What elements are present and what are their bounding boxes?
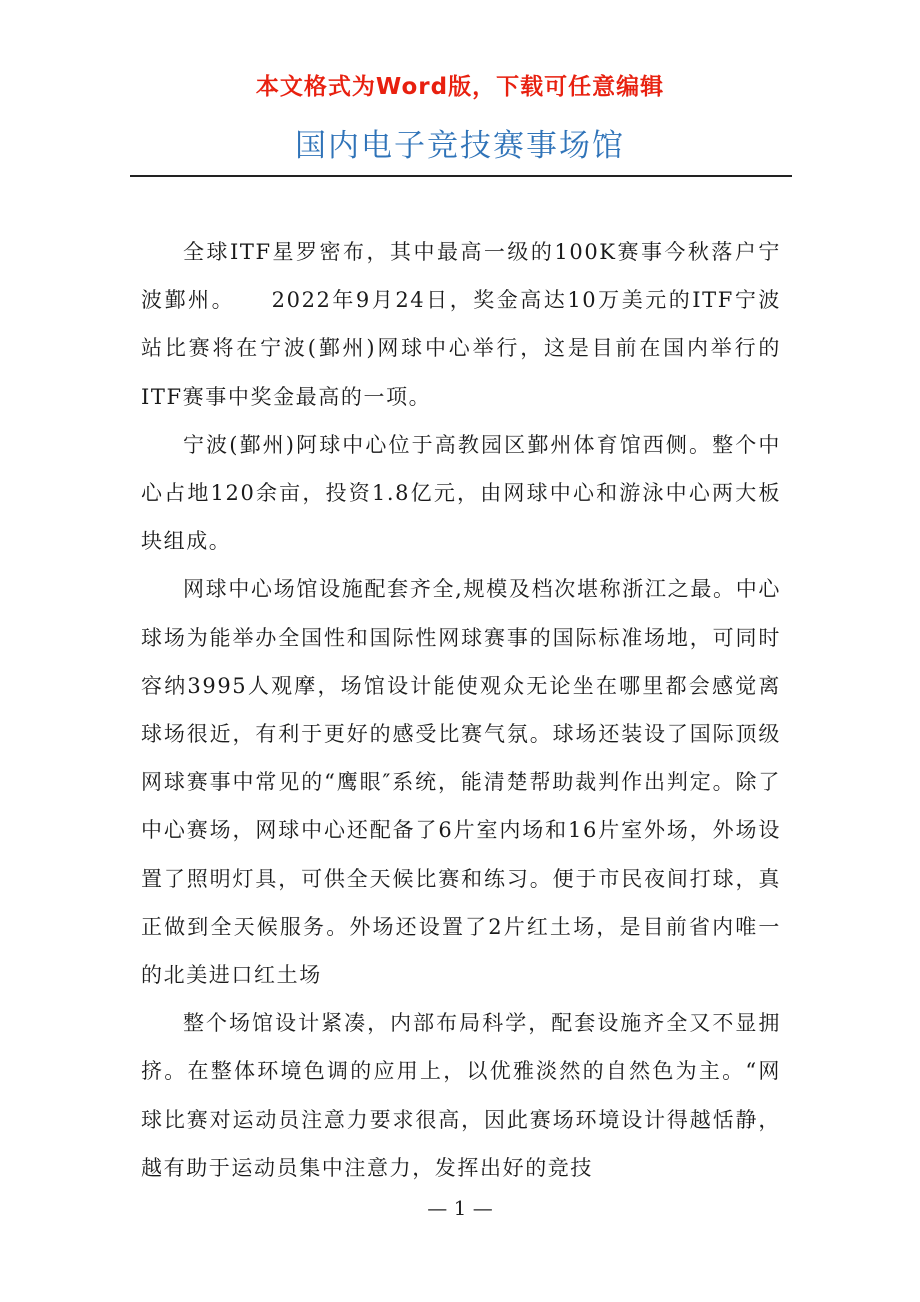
paragraph: 整个场馆设计紧凑，内部布局科学，配套设施齐全又不显拥挤。在整体环境色调的应用上，以优雅淡然的自然色为主。“网球比赛对运动员注意力要求很高，因此赛场环境设计得越恬静，越有助于运动员集中注意力，发挥出好的竞技 — [141, 1011, 781, 1180]
paragraph: 宁波(鄞州)阿球中心位于高教园区鄞州体育馆西侧。整个中心占地120余亩，投资1.8亿元，由网球中心和游泳中心两大板块组成。 — [141, 432, 781, 554]
page-title: 国内电子竞技赛事场馆 — [295, 128, 625, 164]
paragraph: 网球中心场馆设施配套齐全,规模及档次堪称浙江之最。中心球场为能举办全国性和国际性网球赛事的国际标准场地，可同时容纳3995人观摩，场馆设计能使观众无论坐在哪里都会感觉离球场很近，有利于更好的感受比赛气氛。球场还装设了国际顶级网球赛事中常见的“鹰眼″系统，能清楚帮助裁判作出判定。除了中心赛场，网球中心还配备了6片室内场和16片室外场，外场设置了照明灯具，可供全天候比赛和练习。便于市民夜间打球，真正做到全天候服务。外场还设置了2片红土场，是目前省内唯一的北美进口红土场 — [141, 577, 781, 988]
format-notice: 本文格式为Word版，下载可任意编辑 — [255, 74, 665, 100]
article-body — [141, 228, 781, 1192]
page-number: — 1 — — [427, 1196, 493, 1220]
title-divider — [130, 175, 792, 177]
paragraph: 全球ITF星罗密布，其中最高一级的100K赛事今秋落户宁波鄞州。 2022年9月24日，奖金高达10万美元的ITF宁波站比赛将在宁波(鄞州)网球中心举行，这是目前在国内举行的ITF赛事中奖金最高的一项。 — [141, 240, 781, 409]
